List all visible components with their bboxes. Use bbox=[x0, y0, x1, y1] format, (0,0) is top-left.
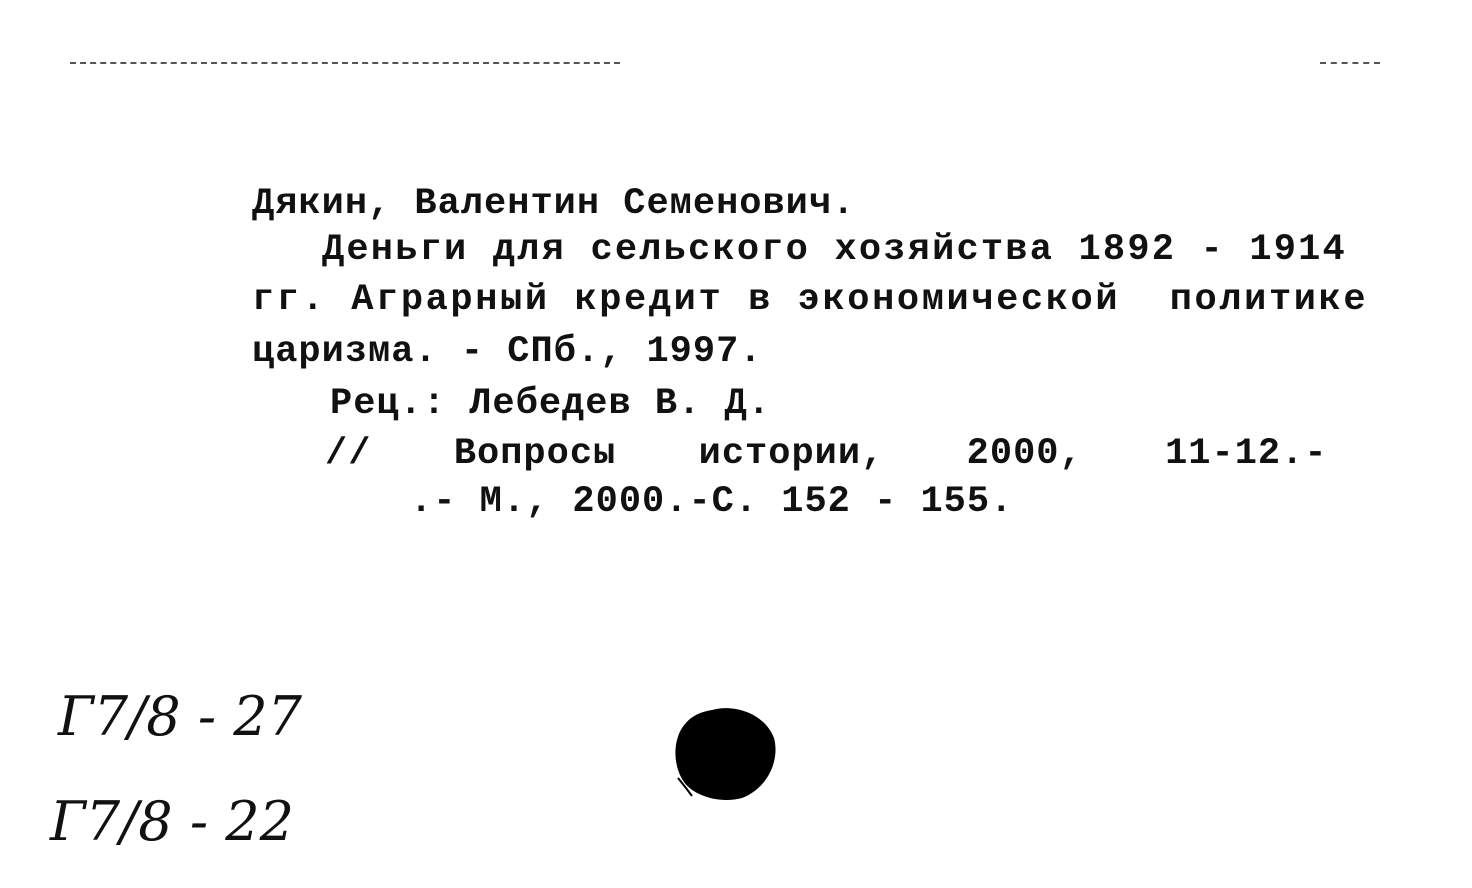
author-name: Дякин, Валентин Семенович. bbox=[252, 183, 856, 225]
source-line: // Вопросы истории, 2000, 11-12.- bbox=[325, 433, 1328, 475]
source-line-2: .- М., 2000.-С. 152 - 155. bbox=[410, 481, 1014, 523]
punch-hole bbox=[672, 704, 778, 802]
shelfmark-1: Г7/8 - 27 bbox=[58, 685, 302, 748]
title-line-1: Деньги для сельского хозяйства 1892 - 1914 bbox=[322, 229, 1347, 271]
title-line-3: царизма. - СПб., 1997. bbox=[252, 331, 763, 373]
shelfmark-2: Г7/8 - 22 bbox=[50, 790, 294, 853]
review-line: Рец.: Лебедев В. Д. bbox=[330, 383, 771, 425]
top-rule-left bbox=[70, 62, 620, 64]
top-rule-right bbox=[1320, 62, 1380, 64]
title-line-2: гг. Аграрный кредит в экономической политике bbox=[252, 279, 1369, 321]
